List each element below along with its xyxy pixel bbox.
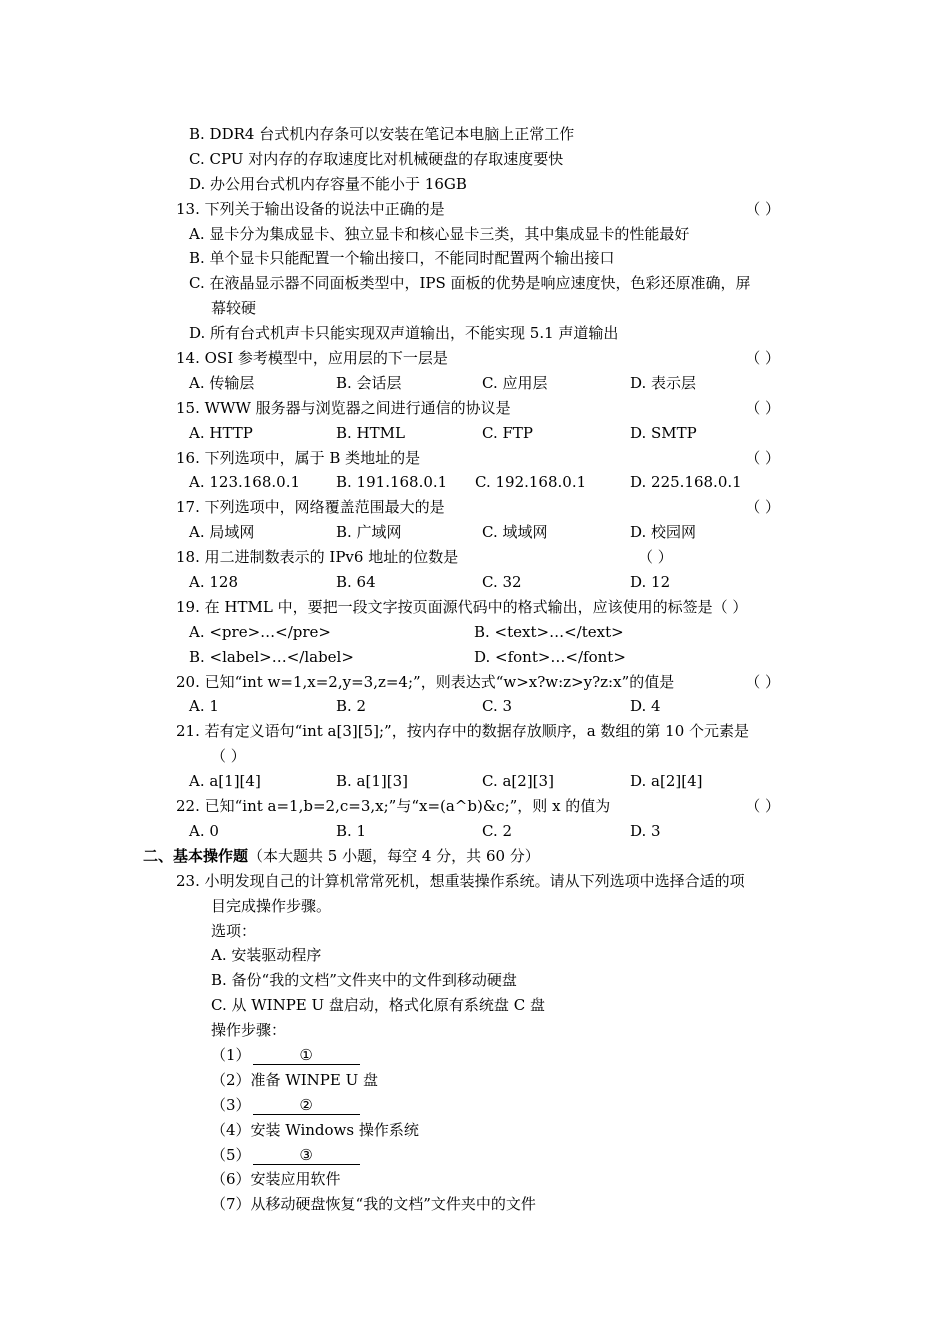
q17-option-a: A. 局域网 (189, 523, 255, 542)
section-note: （本大题共 5 小题，每空 4 分，共 60 分） (248, 846, 540, 865)
q16-option-c: C. 192.168.0.1 (475, 473, 587, 492)
q14-options (176, 371, 808, 396)
q20-option-b: B. 2 (336, 697, 367, 716)
q23-steps-label: 操作步骤： (211, 1021, 287, 1040)
answer-blank-1[interactable]: ① (253, 1046, 360, 1065)
q14-option-b: B. 会话层 (336, 373, 402, 392)
q22-option-a: A. 0 (189, 821, 219, 840)
q13-stem (176, 197, 808, 222)
q20-stem (176, 670, 808, 695)
q13-answer-paren: （ ） (745, 199, 780, 218)
answer-blank-2[interactable]: ② (253, 1096, 360, 1115)
q21-answer-paren: （ ） (211, 747, 246, 766)
q16-options (176, 470, 808, 495)
q15-option-c: C. FTP (482, 423, 533, 442)
q22-options (176, 819, 808, 844)
q23-option-c: C. 从 WINPE U 盘启动，格式化原有系统盘 C 盘 (211, 996, 545, 1015)
q16-option-d: D. 225.168.0.1 (630, 473, 742, 492)
q15-stem (176, 396, 808, 421)
q19-stem: 19. 在 HTML 中，要把一段文字按页面源代码中的格式输出，应该使用的标签是（ ） (176, 597, 748, 616)
q23-step-3 (176, 1093, 808, 1118)
step-number: （6） (211, 1170, 251, 1189)
step-number: （3） (211, 1095, 251, 1114)
q18-stem-text: 18. 用二进制数表示的 IPv6 地址的位数是 (176, 548, 459, 567)
q23-option-b: B. 备份“我的文档”文件夹中的文件到移动硬盘 (211, 971, 517, 990)
q23-step-7 (176, 1192, 808, 1217)
q19-option-a: A. <pre>…</pre> (189, 622, 331, 641)
q15-option-b: B. HTML (336, 423, 405, 442)
q16-stem (176, 446, 808, 471)
step-number: （1） (211, 1045, 251, 1064)
q17-option-d: D. 校园网 (630, 523, 697, 542)
q23-options-label: 选项： (211, 921, 257, 940)
step-number: （4） (211, 1120, 251, 1139)
q14-stem (176, 346, 808, 371)
q23-step-6 (176, 1167, 808, 1192)
q12-option-c: C. CPU 对内存的存取速度比对机械硬盘的存取速度要快 (189, 149, 564, 168)
step-text: 从移动硬盘恢复“我的文档”文件夹中的文件 (250, 1195, 536, 1214)
q17-options (176, 520, 808, 545)
q22-stem-text: 22. 已知“int a=1,b=2,c=3,x;”与“x=(a^b)&c;”，则 x 的值为 (176, 797, 611, 816)
q22-answer-paren: （ ） (745, 797, 780, 816)
q13-option-c: C. 在液晶显示器不同面板类型中，IPS 面板的优势是响应速度快，色彩还原准确，屏 (189, 274, 751, 293)
q19-option-c: B. <label>…</label> (189, 647, 354, 666)
exam-content (143, 122, 808, 1217)
q13-option-a: A. 显卡分为集成显卡、独立显卡和核心显卡三类，其中集成显卡的性能最好 (189, 224, 690, 243)
step-number: （2） (211, 1070, 251, 1089)
q16-option-b: B. 191.168.0.1 (336, 473, 448, 492)
q20-option-d: D. 4 (630, 697, 661, 716)
q12-option-d: D. 办公用台式机内存容量不能小于 16GB (189, 174, 467, 193)
q13-stem-text: 13. 下列关于输出设备的说法中正确的是 (176, 199, 445, 218)
q23-option-a: A. 安装驱动程序 (211, 946, 322, 965)
q21-option-a: A. a[1][4] (189, 772, 261, 791)
q23-stem: 23. 小明发现自己的计算机常常死机，想重装操作系统。请从下列选项中选择合适的项 (176, 871, 745, 890)
q13-option-b: B. 单个显卡只能配置一个输出接口，不能同时配置两个输出接口 (189, 249, 615, 268)
q23-step-1 (176, 1043, 808, 1068)
q21-options (176, 769, 808, 794)
q14-stem-text: 14. OSI 参考模型中，应用层的下一层是 (176, 349, 448, 368)
q17-answer-paren: （ ） (745, 498, 780, 517)
q18-answer-paren: （ ） (638, 548, 673, 567)
q13-option-c-cont: 幕较硬 (211, 299, 257, 318)
step-text: 安装应用软件 (250, 1170, 341, 1189)
q18-stem (176, 545, 808, 570)
step-text: 安装 Windows 操作系统 (250, 1120, 419, 1139)
q16-stem-text: 16. 下列选项中，属于 B 类地址的是 (176, 448, 421, 467)
q20-option-c: C. 3 (482, 697, 513, 716)
q21-option-b: B. a[1][3] (336, 772, 408, 791)
q17-stem (176, 495, 808, 520)
q21-option-d: D. a[2][4] (630, 772, 703, 791)
q22-option-b: B. 1 (336, 821, 367, 840)
q23-step-4 (176, 1118, 808, 1143)
q17-option-b: B. 广域网 (336, 523, 402, 542)
q15-answer-paren: （ ） (745, 398, 780, 417)
q12-option-b: B. DDR4 台式机内存条可以安装在笔记本电脑上正常工作 (189, 125, 575, 143)
q15-stem-text: 15. WWW 服务器与浏览器之间进行通信的协议是 (176, 398, 511, 417)
q18-option-c: C. 32 (482, 573, 522, 592)
q22-option-d: D. 3 (630, 821, 661, 840)
section-title: 二、基本操作题 (143, 846, 249, 865)
q20-options (176, 694, 808, 719)
q18-option-a: A. 128 (189, 573, 238, 592)
q14-answer-paren: （ ） (745, 349, 780, 368)
q20-stem-text: 20. 已知“int w=1,x=2,y=3,z=4;”，则表达式“w>x?w:z>y?z:x”的值是 (176, 672, 675, 691)
step-number: （5） (211, 1145, 251, 1164)
q16-option-a: A. 123.168.0.1 (189, 473, 301, 492)
q14-option-d: D. 表示层 (630, 373, 697, 392)
q18-option-d: D. 12 (630, 573, 671, 592)
step-text: 准备 WINPE U 盘 (250, 1070, 379, 1089)
q21-stem: 21. 若有定义语句“int a[3][5];”，按内存中的数据存放顺序，a 数组的第 10 个元素是 (176, 722, 750, 741)
q20-answer-paren: （ ） (745, 672, 780, 691)
q17-stem-text: 17. 下列选项中，网络覆盖范围最大的是 (176, 498, 445, 517)
q15-option-d: D. SMTP (630, 423, 697, 442)
q15-option-a: A. HTTP (189, 423, 253, 442)
q14-option-a: A. 传输层 (189, 373, 255, 392)
q21-option-c: C. a[2][3] (482, 772, 554, 791)
q18-option-b: B. 64 (336, 573, 376, 592)
q15-options (176, 421, 808, 446)
section-heading (143, 844, 808, 869)
q13-option-d: D. 所有台式机声卡只能实现双声道输出，不能实现 5.1 声道输出 (189, 324, 619, 343)
q19-options-row1 (176, 620, 808, 645)
q20-option-a: A. 1 (189, 697, 219, 716)
q23-step-2 (176, 1068, 808, 1093)
q19-option-b: B. <text>…</text> (474, 622, 624, 641)
q22-stem (176, 794, 808, 819)
answer-blank-3[interactable]: ③ (253, 1146, 360, 1165)
q22-option-c: C. 2 (482, 821, 513, 840)
q16-answer-paren: （ ） (745, 448, 780, 467)
q14-option-c: C. 应用层 (482, 373, 548, 392)
q18-options (176, 570, 808, 595)
q19-options-row2 (176, 645, 808, 670)
q19-option-d: D. <font>…</font> (474, 647, 626, 666)
q17-option-c: C. 域域网 (482, 523, 548, 542)
q23-stem-cont: 目完成操作步骤。 (211, 896, 332, 915)
q23-step-5 (176, 1143, 808, 1168)
step-number: （7） (211, 1195, 251, 1214)
